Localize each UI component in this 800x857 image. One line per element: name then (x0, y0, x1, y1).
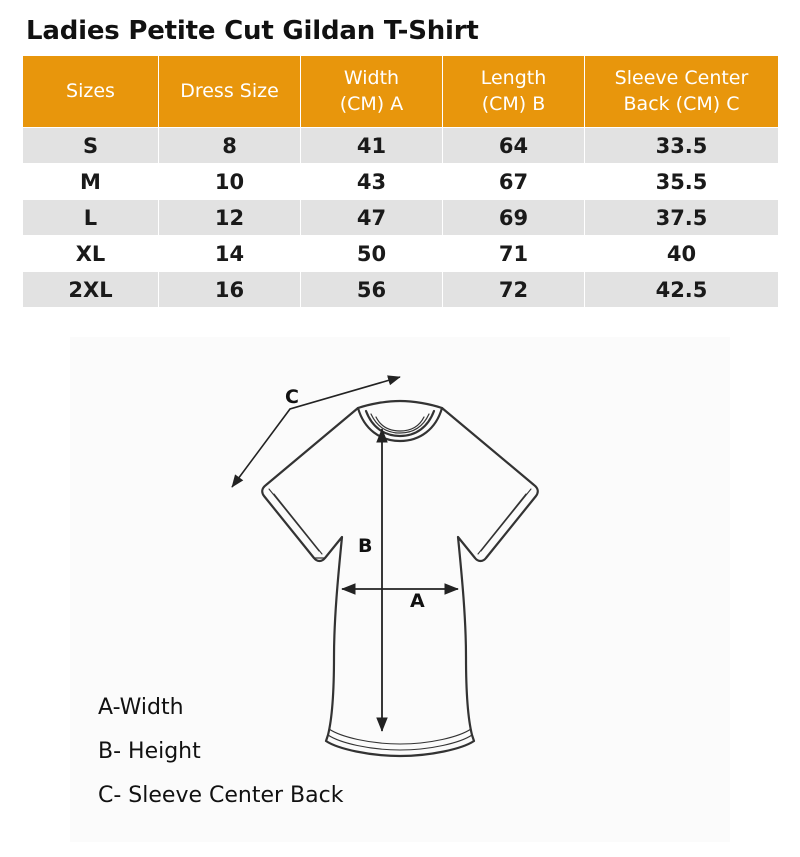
cell-length: 72 (443, 272, 585, 308)
cell-dress-size: 14 (159, 236, 301, 272)
column-header-sizes-line1: Sizes (66, 79, 115, 102)
table-header-row (23, 56, 779, 128)
cell-length: 71 (443, 236, 585, 272)
label-b: B (358, 535, 373, 557)
table-row (23, 236, 779, 272)
cell-width: 56 (301, 272, 443, 308)
cell-sleeve: 35.5 (585, 164, 779, 200)
column-header-length-line1: Length (480, 66, 547, 89)
cell-width: 47 (301, 200, 443, 236)
cell-sleeve: 33.5 (585, 128, 779, 164)
legend-item-c: C- Sleeve Center Back (98, 783, 344, 808)
left-sleeve-stitch-2 (274, 494, 322, 554)
cell-size: XL (23, 236, 159, 272)
legend-item-a: A-Width (98, 695, 184, 720)
cell-width: 50 (301, 236, 443, 272)
neckline-inner (366, 411, 434, 436)
diagram-legend (98, 686, 343, 818)
column-header-width-line2: (CM) A (339, 92, 404, 115)
cell-dress-size: 12 (159, 200, 301, 236)
cell-length: 67 (443, 164, 585, 200)
cell-length: 69 (443, 200, 585, 236)
column-header-sleeve-line1: Sleeve Center (614, 66, 749, 89)
right-sleeve-stitch-2 (478, 494, 526, 554)
size-table-wrapper (22, 55, 778, 308)
table-row (23, 200, 779, 236)
cell-size: M (23, 164, 159, 200)
cell-length: 64 (443, 128, 585, 164)
column-header-dress-size (159, 56, 301, 128)
column-header-length (443, 56, 585, 128)
page-title: Ladies Petite Cut Gildan T-Shirt (26, 16, 479, 46)
table-row (23, 272, 779, 308)
cell-sleeve: 40 (585, 236, 779, 272)
table-row (23, 164, 779, 200)
column-header-width (301, 56, 443, 128)
cell-size: L (23, 200, 159, 236)
bottom-hem-line-2 (329, 729, 471, 744)
table-row (23, 128, 779, 164)
column-header-length-line2: (CM) B (481, 92, 546, 115)
label-a: A (410, 590, 425, 612)
cell-sleeve: 42.5 (585, 272, 779, 308)
legend-item-b: B- Height (98, 739, 201, 764)
column-header-sizes (23, 56, 159, 128)
cell-size: S (23, 128, 159, 164)
cell-width: 41 (301, 128, 443, 164)
cell-dress-size: 16 (159, 272, 301, 308)
cell-size: 2XL (23, 272, 159, 308)
cell-dress-size: 8 (159, 128, 301, 164)
size-table (22, 55, 779, 308)
column-header-sleeve-line2: Back (CM) C (623, 92, 740, 115)
size-table-head (23, 56, 779, 128)
cell-sleeve: 37.5 (585, 200, 779, 236)
size-table-body (23, 128, 779, 308)
column-header-dress-size-line1: Dress Size (180, 79, 279, 102)
label-c: C (285, 386, 299, 408)
column-header-width-line1: Width (343, 66, 400, 89)
column-header-sleeve-center-back (585, 56, 779, 128)
cell-dress-size: 10 (159, 164, 301, 200)
cell-width: 43 (301, 164, 443, 200)
